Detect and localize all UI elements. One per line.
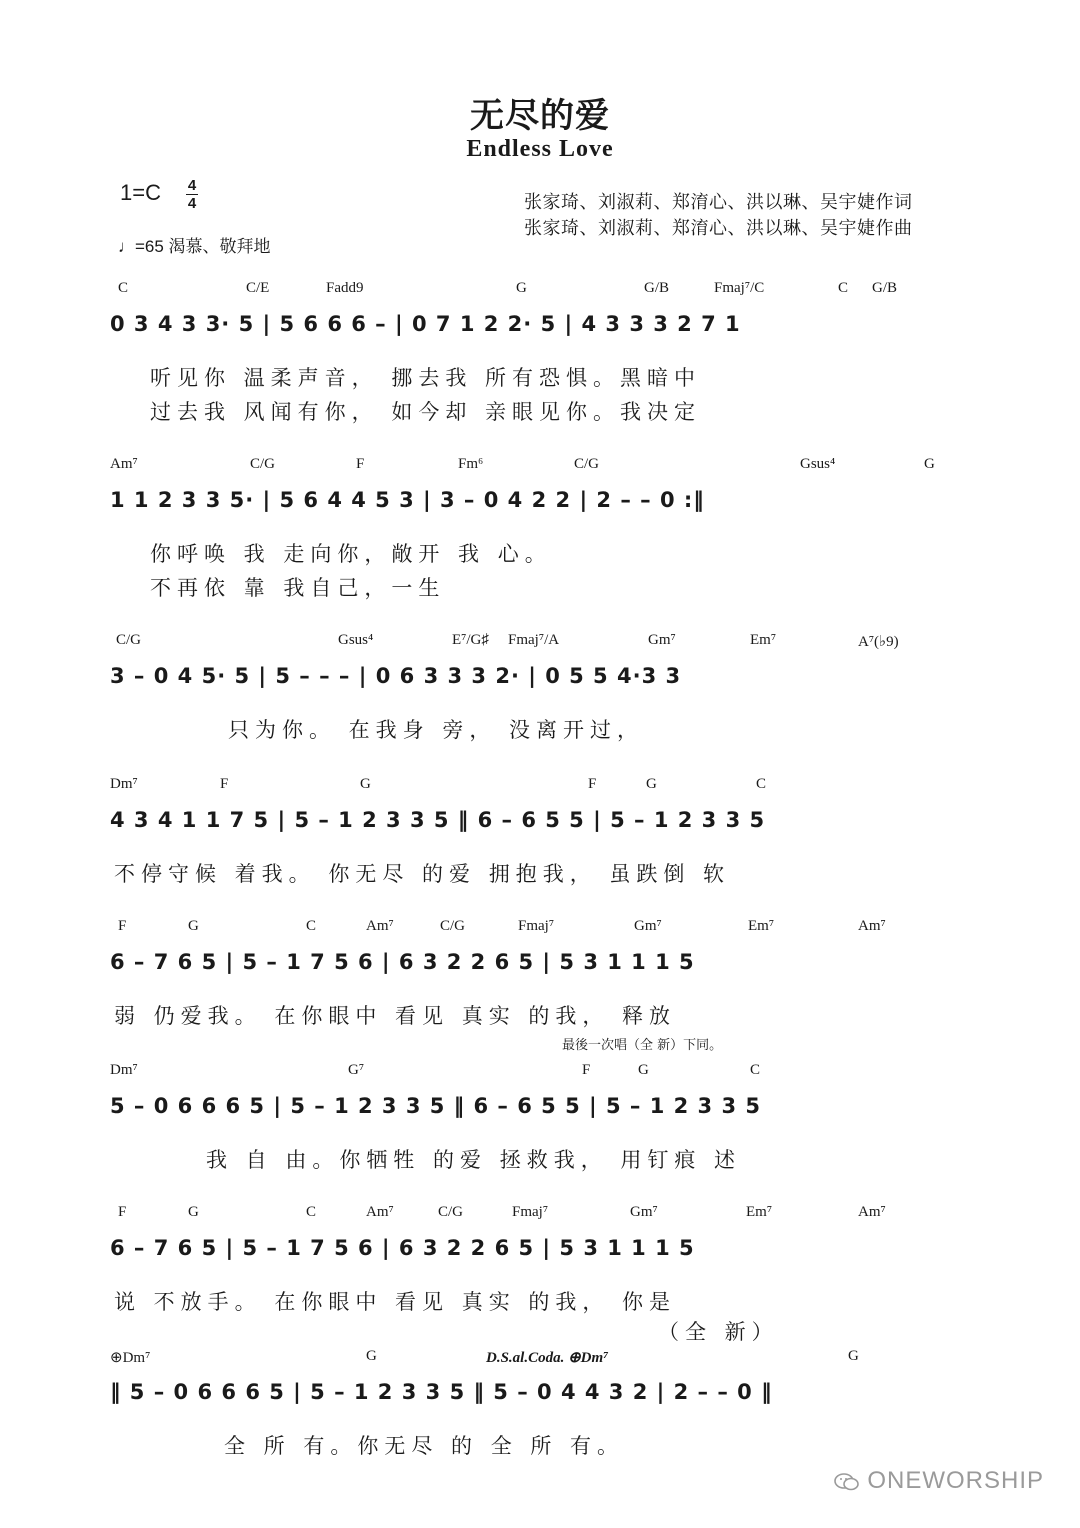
chord: G (638, 1062, 649, 1078)
chord: Am⁷ (366, 918, 394, 934)
chord: C (750, 1062, 761, 1078)
lyric-verse-1: 听见你 温柔声音， 挪去我 所有恐惧。黑暗中 (150, 366, 702, 390)
chord: C (838, 280, 849, 296)
chord: C/G (116, 632, 142, 648)
chord: F (118, 918, 127, 934)
chord: F (588, 776, 597, 792)
chord: Am⁷ (366, 1204, 394, 1220)
lyric-verse-1: 弱 仍爱我。 在你眼中 看见 真实 的我， 释放 (114, 1004, 677, 1028)
chord: G (360, 776, 371, 792)
chord: Em⁷ (746, 1204, 773, 1220)
page-subtitle: Endless Love (466, 136, 614, 162)
chord: A⁷(♭9) (858, 634, 899, 650)
lyric-verse-1: 只为你。 在我身 旁， 没离开过， (228, 718, 645, 742)
time-top: 4 (187, 177, 197, 194)
chord: F (220, 776, 229, 792)
chord: Gm⁷ (648, 632, 676, 648)
lyric-verse-2: 不再依 靠 我自己，一生 (150, 576, 446, 600)
notation-row: ‖ 5 – 0 6 6 6 5 | 5 – 1 2 3 3 5 ‖ 5 – 0 4 4 3 2 | 2 – – 0 ‖ (110, 1380, 773, 1404)
chord: Gsus⁴ (338, 632, 374, 648)
chord: F (582, 1062, 591, 1078)
chord-row (110, 1348, 980, 1370)
chord: F (118, 1204, 127, 1220)
chord: E⁷/G♯ (452, 632, 489, 648)
chord: C (306, 918, 317, 934)
chord: Dm⁷ (110, 1062, 138, 1078)
composer-credit: 张家琦、刘淑莉、郑淯心、洪以琳、吴宇婕作曲 (524, 218, 913, 239)
chord: Fmaj⁷ (518, 918, 555, 934)
chord: Em⁷ (750, 632, 777, 648)
chord-row (110, 456, 980, 478)
chord: C (756, 776, 767, 792)
time-bottom: 4 (187, 195, 197, 212)
lyric-verse-1: 你呼唤 我 走向你，敞开 我 心。 (150, 542, 552, 566)
chord-row (110, 1204, 980, 1226)
time-signature (186, 178, 198, 211)
chord: Fmaj⁷/A (508, 632, 560, 648)
chord: ⊕Dm⁷ (110, 1350, 151, 1366)
notation-row: 4 3 4 1 1 7 5 | 5 – 1 2 3 3 5 ‖ 6 – 6 5 5 | 5 – 1 2 3 3 5 (110, 808, 766, 832)
chord: C/E (246, 280, 270, 296)
notation-row: 5 – 0 6 6 6 5 | 5 – 1 2 3 3 5 ‖ 6 – 6 5 5 | 5 – 1 2 3 3 5 (110, 1094, 762, 1118)
chord: G (646, 776, 657, 792)
notation-row: 3 – 0 4 5· 5 | 5 – – – | 0 6 3 3 3 2· | 0 5 5 4·3 3 (110, 664, 682, 688)
chord: C/G (574, 456, 600, 472)
chord-row (110, 280, 980, 302)
chord: Dm⁷ (110, 776, 138, 792)
lyric-verse-2: （全 新） (658, 1320, 779, 1344)
chord: C (118, 280, 129, 296)
wechat-icon (833, 1471, 861, 1493)
lyric-verse-2: 过去我 风闻有你， 如今却 亲眼见你。我决定 (150, 400, 702, 424)
chord: Fmaj⁷/C (714, 280, 765, 296)
chord: Am⁷ (858, 1204, 886, 1220)
watermark-text: ONEWORSHIP (867, 1467, 1044, 1494)
chord-row (110, 918, 980, 940)
chord: G/B (872, 280, 898, 296)
chord: C/G (438, 1204, 464, 1220)
chord-row (110, 632, 980, 654)
lyric-verse-1: 全 所 有。你无尽 的 全 所 有。 (224, 1434, 625, 1458)
chord: G⁷ (348, 1062, 365, 1078)
chord: C/G (250, 456, 276, 472)
lyric-verse-1: 不停守候 着我。 你无尽 的爱 拥抱我， 虽跌倒 软 (114, 862, 731, 886)
chord: G (516, 280, 527, 296)
chord: Fmaj⁷ (512, 1204, 549, 1220)
lyric-verse-1: 说 不放手。 在你眼中 看见 真实 的我， 你是 (114, 1290, 677, 1314)
chord-row (110, 776, 980, 798)
notation-row: 0 3 4 3 3· 5 | 5 6 6 6 – | 0 7 1 2 2· 5 | 4 3 3 3 2 7 1 (110, 312, 741, 336)
chord: C/G (440, 918, 466, 934)
chord: Em⁷ (748, 918, 775, 934)
page-title: 无尽的爱 (470, 96, 610, 136)
watermark (833, 1467, 1044, 1495)
lyricist-credit: 张家琦、刘淑莉、郑淯心、洪以琳、吴宇婕作词 (524, 192, 913, 213)
chord: G/B (644, 280, 670, 296)
chord: Gsus⁴ (800, 456, 836, 472)
lyric-verse-1: 我 自 由。你牺牲 的爱 拯救我， 用钉痕 述 (206, 1148, 742, 1172)
chord: Am⁷ (858, 918, 886, 934)
chord: Fadd9 (326, 280, 364, 296)
performance-note: 最後一次唱（全 新）下同。 (562, 1038, 723, 1053)
chord: Gm⁷ (634, 918, 662, 934)
notation-row: 6 – 7 6 5 | 5 – 1 7 5 6 | 6 3 2 2 6 5 | 5 3 1 1 1 5 (110, 950, 695, 974)
chord: G (366, 1348, 377, 1364)
chord: G (924, 456, 935, 472)
notation-row: 6 – 7 6 5 | 5 – 1 7 5 6 | 6 3 2 2 6 5 | 5 3 1 1 1 5 (110, 1236, 695, 1260)
notation-row: 1 1 2 3 3 5· | 5 6 4 4 5 3 | 3 – 0 4 2 2 | 2 – – 0 :‖ (110, 488, 705, 512)
chord: Fm⁶ (458, 456, 484, 472)
chord: G (188, 1204, 199, 1220)
chord: D.S.al.Coda. ⊕Dm⁷ (486, 1350, 609, 1366)
chord: C (306, 1204, 317, 1220)
key-signature: 1=C (120, 180, 161, 205)
tempo-marking: ♩=65 渴慕、敬拜地 (118, 237, 271, 256)
chord: G (188, 918, 199, 934)
chord: F (356, 456, 365, 472)
chord: Am⁷ (110, 456, 138, 472)
chord: Gm⁷ (630, 1204, 658, 1220)
chord-row (110, 1062, 980, 1084)
chord: G (848, 1348, 859, 1364)
